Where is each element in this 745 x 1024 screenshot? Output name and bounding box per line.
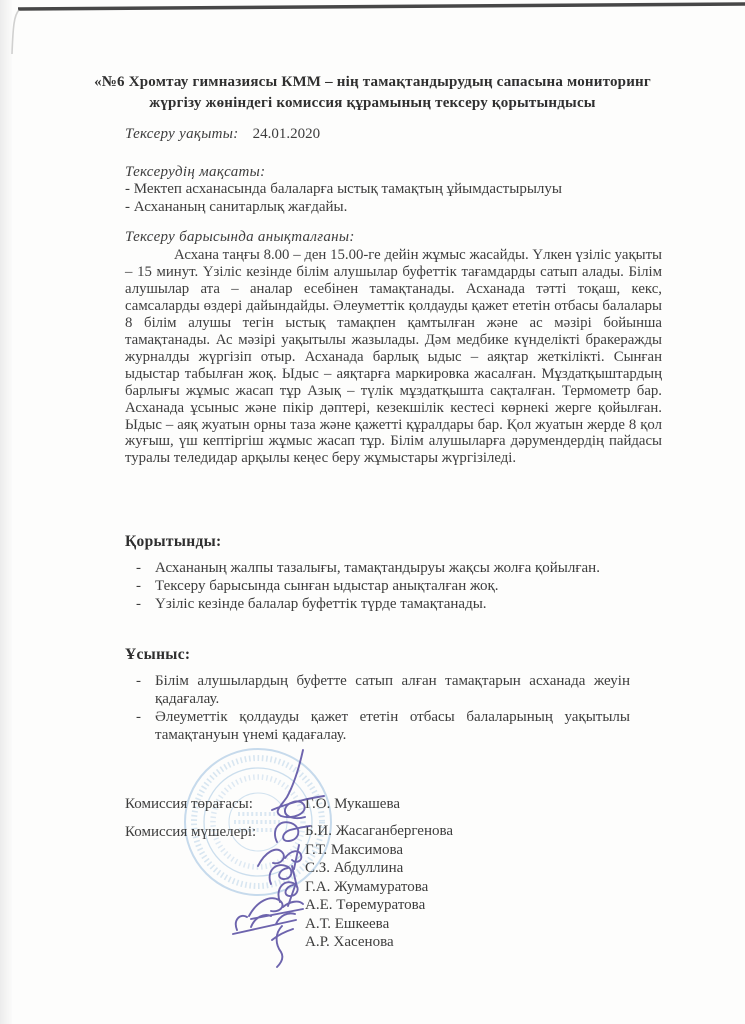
- purpose-section: [125, 164, 670, 216]
- check-date-line: [125, 126, 320, 143]
- member-names-column: [305, 822, 453, 952]
- findings-paragraph: Асхана таңғы 8.00 – ден 15.00-ге дейін жұмыс жасайды. Үлкен үзіліс уақыты – 15 минут. Үзіліс кезінде білім алушылар буфеттік тағамдарды сатып алады. Білім алушылар ата – аналар есебінен тамақтанады. Асханада тәтті тоқаш, кекс, самсаларды өздері дайындайды. Әлеуметтік қолдауды қажет ететін отбасы балалары 8 білім алушы тегін ыстық тамақпен қамтылған және ас мәзірі бойынша тамақтанады. Ас мәзірі уақытылы жазылады. Дәм медбике күнделікті бракеражды журналды жүргізіп отыр. Асханада барлық ыдыс – аяқтар жеткілікті. Сынған ыдыстар табылған жоқ. Ыдыс – аяқтарға маркировка жасалған. Мұздатқыштардың барлығы жұмыс жасап тұр Азық – түлік мұздатқышта сақталған. Термометр бар. Асханада ұсыныс және пікір дәптері, кезекшілік кестесі көрнекі жерге қойылған. Ыдыс – аяқ жуатын орны таза және қажетті құралдары бар. Қол жуатын жерде 8 қол жуғыш, үш кептіргіш жұмыс жасап тұр. Білім алушыларға дәрумендердің пайдасы туралы теледидар арқылы кеңес беру жұмыстары жүргізіледі.: [125, 247, 662, 467]
- conclusion-heading: Қорытынды:: [125, 533, 222, 550]
- findings-heading: Тексеру барысында анықталғаны:: [125, 229, 355, 245]
- signature-mark: [233, 913, 296, 934]
- purpose-heading: Тексерудің мақсаты:: [125, 164, 266, 180]
- chairman-label: Комиссия төрағасы:: [125, 796, 253, 812]
- list-marker: -: [136, 596, 141, 613]
- chairman-signature-row: [125, 796, 685, 813]
- member-name: А.Т. Ешкеева: [305, 915, 390, 932]
- list-item: - Асхананың жалпы тазалығы, тамақтандыруы жақсы жолға қойылған.: [125, 559, 655, 577]
- chairman-name: Г.О. Мукашева: [305, 796, 400, 812]
- list-item: - Тексеру барысында сынған ыдыстар анықталған жоқ.: [125, 577, 655, 595]
- list-marker: -: [136, 708, 141, 725]
- conclusion-list: [125, 559, 655, 614]
- signature-mark: [278, 882, 297, 906]
- list-marker: -: [136, 578, 141, 595]
- list-marker: -: [136, 560, 141, 576]
- title-line-2: жүргізу жөніндегі комиссия құрамының тексеру қорытындысы: [149, 95, 596, 111]
- check-date-value: 24.01.2020: [252, 126, 321, 142]
- signature-mark: [270, 865, 297, 887]
- document-title: [85, 72, 660, 114]
- member-name: А.Е. Төремуратова: [305, 897, 426, 913]
- purpose-item: - Мектеп асханасында балаларға ыстық тамақтың ұйымдастырылуы: [125, 181, 562, 198]
- list-item: - Үзіліс кезінде балалар буфеттік түрде тамақтанады.: [125, 595, 655, 613]
- signature-mark: [272, 926, 293, 967]
- signature-mark: [249, 898, 303, 919]
- suggestion-list: [125, 673, 630, 745]
- purpose-item: - Асхананың санитарлық жағдайы.: [125, 198, 348, 215]
- title-line-1: «№6 Хромтау гимназиясы КММ – нің тамақтандырудың сапасына мониторинг: [94, 74, 651, 90]
- member-name: А.Р. Хасенова: [305, 934, 394, 950]
- suggestion-heading: Ұсыныс:: [125, 646, 191, 663]
- member-name: Г.Т. Максимова: [305, 841, 404, 858]
- signature-mark: [258, 845, 301, 869]
- list-item: - Әлеуметтік қолдауды қажет ететін отбасы балаларының уақытылы тамақтануын үнемі қадағалау.: [125, 709, 630, 745]
- member-name: Б.И. Жасаганбергенова: [305, 823, 454, 839]
- list-item: - Білім алушылардың буфетте сатып алған тамақтарын асханада жеуін қадағалау.: [125, 673, 630, 709]
- member-name: Г.А. Жумамуратова: [305, 878, 429, 895]
- members-label: Комиссия мүшелері:: [125, 824, 257, 840]
- member-name: С.З. Абдуллина: [305, 860, 404, 876]
- list-marker: -: [136, 673, 141, 689]
- check-date-label: Тексеру уақыты:: [125, 126, 239, 142]
